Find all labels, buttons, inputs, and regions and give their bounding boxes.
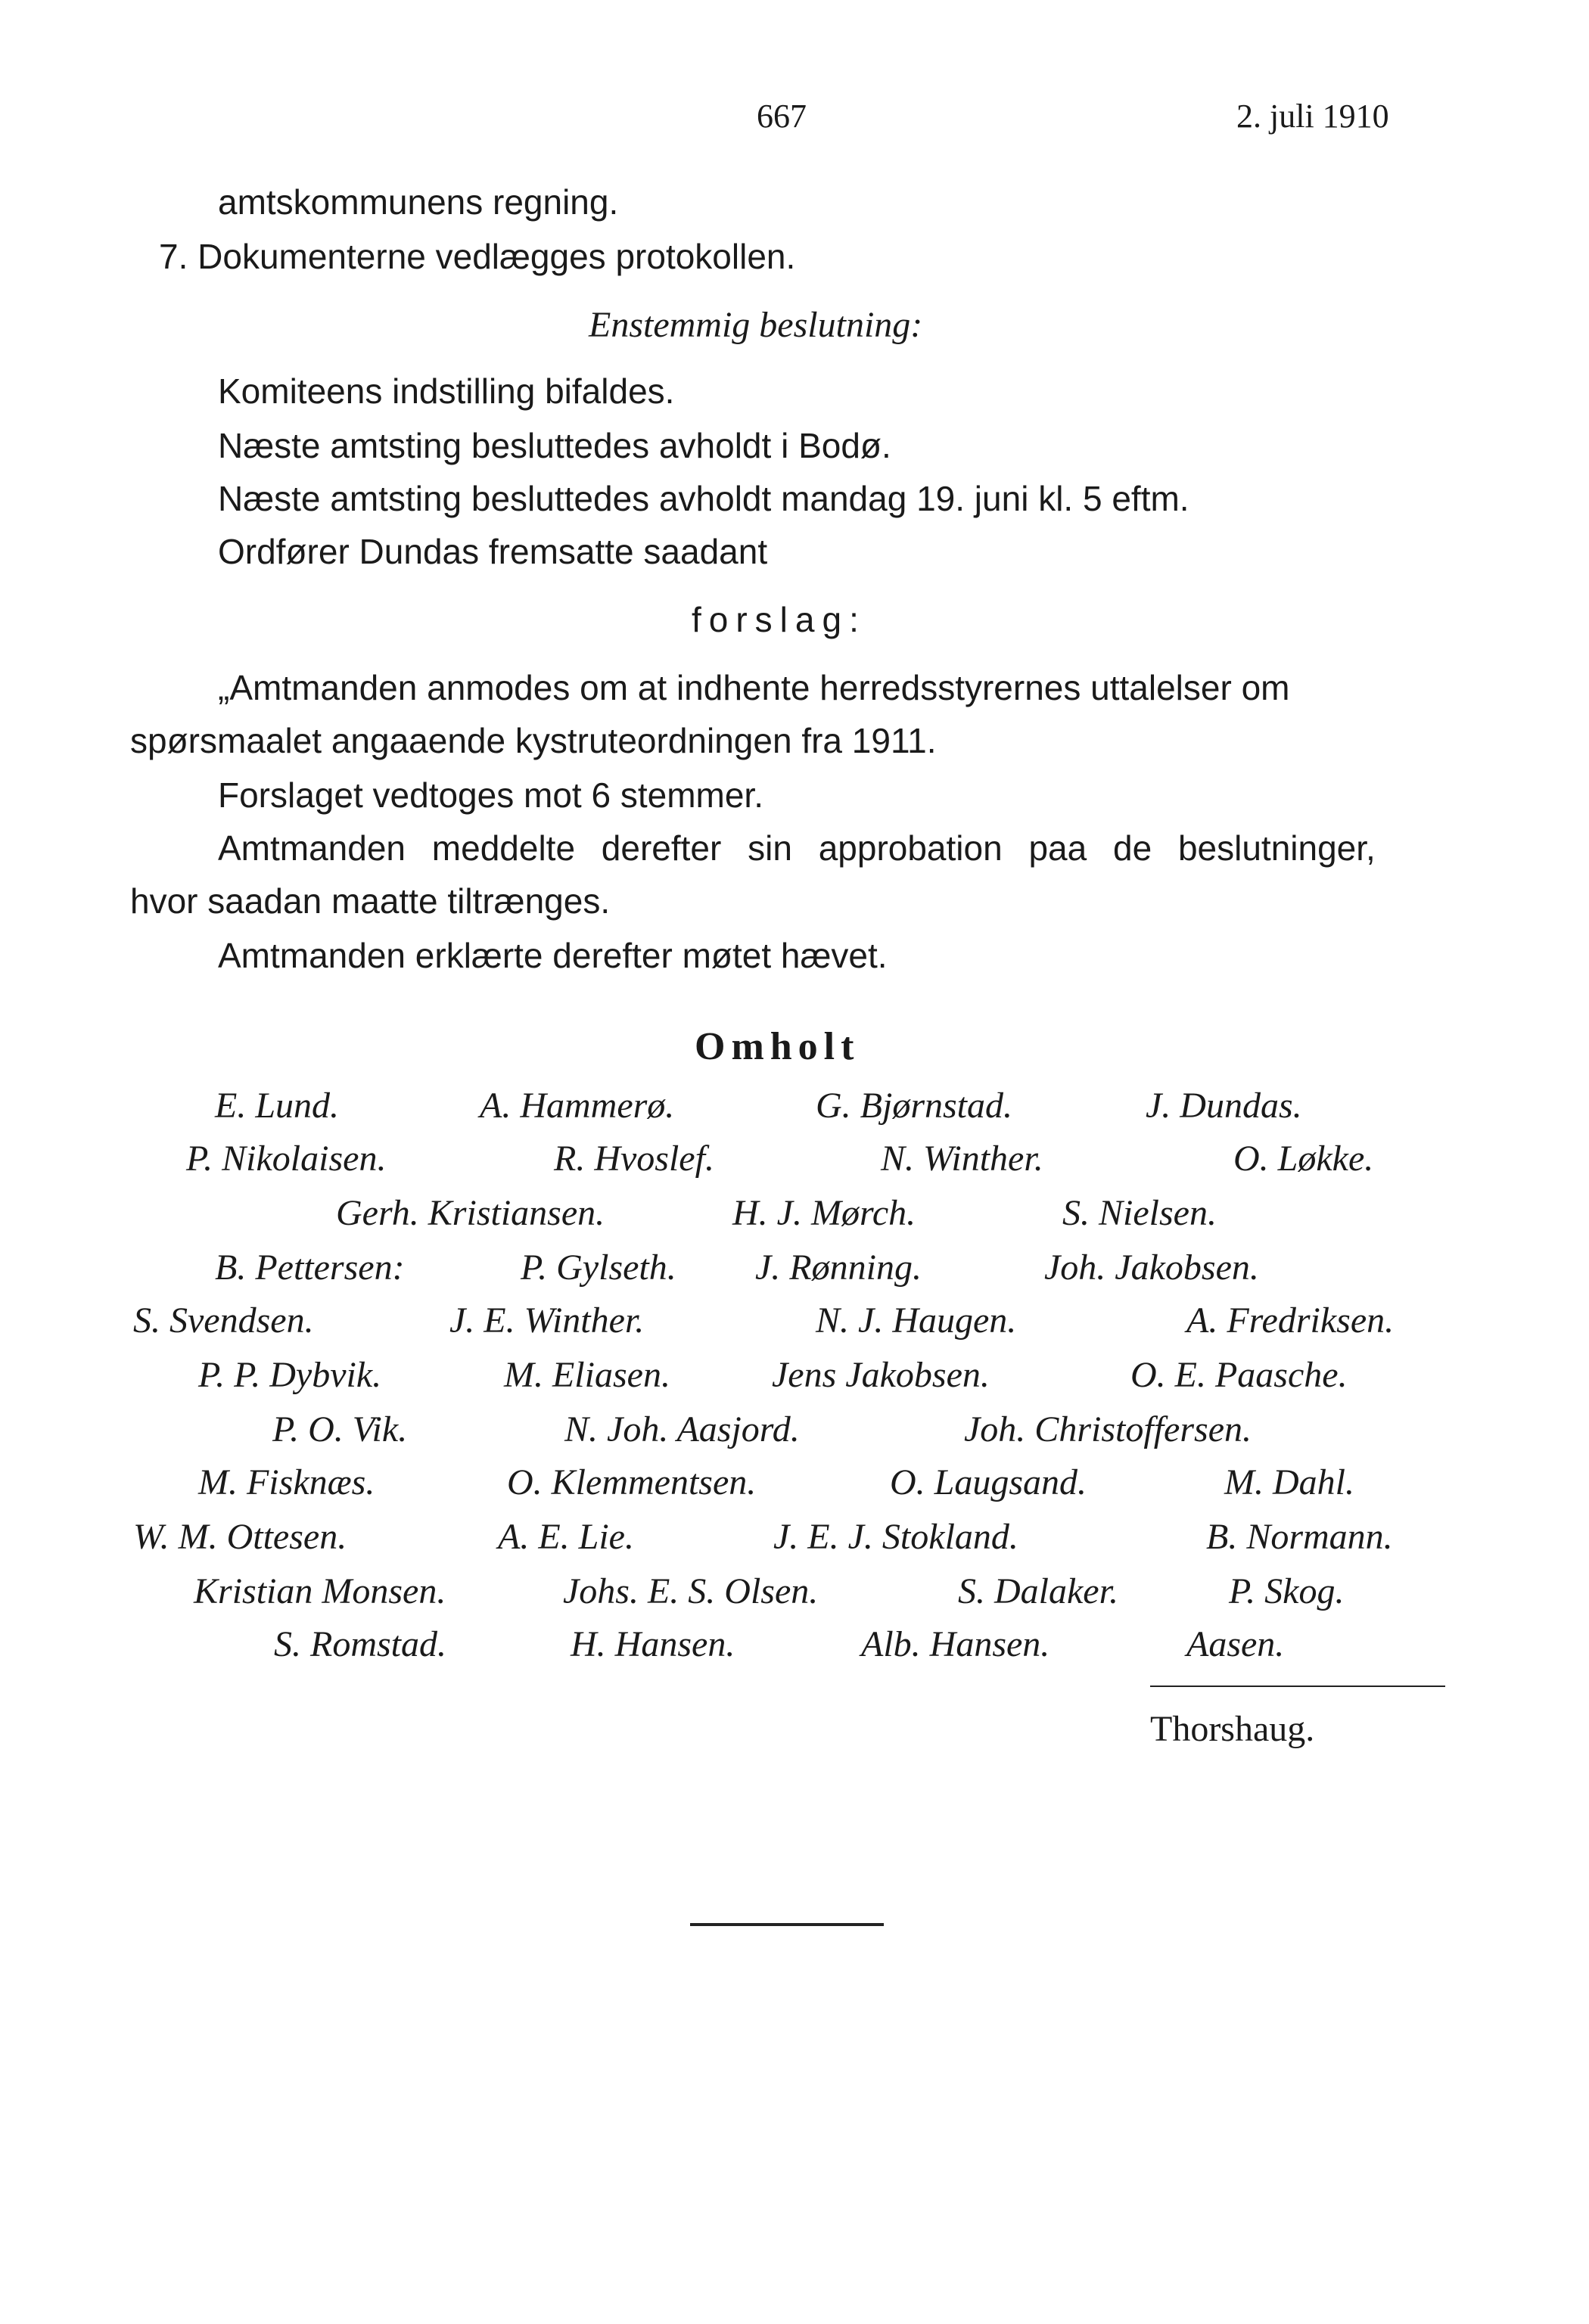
- signature: Kristian Monsen.: [194, 1571, 446, 1611]
- signature: R. Hvoslef.: [554, 1139, 714, 1179]
- signature: E. Lund.: [215, 1086, 340, 1126]
- signature: M. Fisknæs.: [198, 1462, 375, 1502]
- signature: B. Normann.: [1206, 1517, 1393, 1557]
- page-date: 2. juli 1910: [1236, 98, 1389, 135]
- signature: O. Laugsand.: [890, 1462, 1087, 1502]
- body-line: Amtmanden meddelte derefter sin approbation paa de beslutninger,: [218, 828, 1376, 868]
- signature: P. Gylseth.: [521, 1247, 676, 1288]
- body-line: Næste amtsting besluttedes avholdt mandag 19. juni kl. 5 eftm.: [218, 479, 1189, 518]
- chair-name: Omholt: [695, 1025, 860, 1068]
- signature: Gerh. Kristiansen.: [336, 1193, 605, 1233]
- signature: P. P. Dybvik.: [198, 1355, 382, 1395]
- signature: J. E. Winther.: [449, 1300, 645, 1341]
- body-line: Komiteens indstilling bifaldes.: [218, 371, 675, 411]
- signature: J. E. J. Stokland.: [773, 1517, 1018, 1557]
- signature: P. Skog.: [1229, 1571, 1345, 1611]
- signature: B. Pettersen:: [215, 1247, 405, 1288]
- body-line: Forslaget vedtoges mot 6 stemmer.: [218, 775, 763, 815]
- signature: M. Dahl.: [1224, 1462, 1354, 1502]
- body-line: amtskommunens regning.: [218, 182, 619, 222]
- signature: S. Nielsen.: [1062, 1193, 1217, 1233]
- signature: S. Dalaker.: [958, 1571, 1118, 1611]
- signature: W. M. Ottesen.: [133, 1517, 347, 1557]
- body-line: Ordfører Dundas fremsatte saadant: [218, 532, 768, 571]
- signature: Johs. E. S. Olsen.: [563, 1571, 819, 1611]
- signature: S. Svendsen.: [133, 1300, 314, 1341]
- closing-rule: [690, 1923, 884, 1926]
- body-line: spørsmaalet angaaende kystruteordningen fra 1911.: [130, 721, 937, 760]
- page-number: 667: [757, 98, 807, 135]
- signature: A. Fredriksen.: [1186, 1300, 1395, 1341]
- signature: P. O. Vik.: [272, 1409, 408, 1449]
- decision-heading: Enstemmig beslutning:: [589, 305, 923, 345]
- signature: Joh. Jakobsen.: [1044, 1247, 1259, 1288]
- signature: S. Romstad.: [274, 1624, 446, 1664]
- signature: N. Joh. Aasjord.: [564, 1409, 800, 1449]
- secretary-signature: Thorshaug.: [1150, 1709, 1315, 1749]
- signature: N. J. Haugen.: [816, 1300, 1017, 1341]
- proposal-heading: forslag:: [692, 600, 866, 639]
- body-line: „Amtmanden anmodes om at indhente herredsstyrernes uttalelser om: [218, 668, 1290, 707]
- signature: Aasen.: [1186, 1624, 1285, 1664]
- signature: P. Nikolaisen.: [186, 1139, 387, 1179]
- signature: H. J. Mørch.: [732, 1193, 916, 1233]
- body-line: 7. Dokumenterne vedlægges protokollen.: [159, 237, 796, 276]
- signature: Alb. Hansen.: [861, 1624, 1050, 1664]
- signature: Joh. Christoffersen.: [964, 1409, 1252, 1449]
- signature-rule: [1150, 1686, 1445, 1687]
- body-line: hvor saadan maatte tiltrænges.: [130, 881, 611, 921]
- signature: H. Hansen.: [571, 1624, 735, 1664]
- signature: J. Dundas.: [1146, 1086, 1302, 1126]
- signature: M. Eliasen.: [504, 1355, 670, 1395]
- signature: O. E. Paasche.: [1130, 1355, 1348, 1395]
- signature: A. Hammerø.: [480, 1086, 675, 1126]
- signature: O. Løkke.: [1233, 1139, 1374, 1179]
- signature: J. Rønning.: [755, 1247, 922, 1288]
- signature: A. E. Lie.: [498, 1517, 634, 1557]
- signature: N. Winther.: [881, 1139, 1043, 1179]
- body-line: Næste amtsting besluttedes avholdt i Bodø.: [218, 426, 891, 465]
- signature: G. Bjørnstad.: [816, 1086, 1013, 1126]
- body-line: Amtmanden erklærte derefter møtet hævet.: [218, 936, 888, 975]
- signature: O. Klemmentsen.: [507, 1462, 757, 1502]
- signature: Jens Jakobsen.: [772, 1355, 990, 1395]
